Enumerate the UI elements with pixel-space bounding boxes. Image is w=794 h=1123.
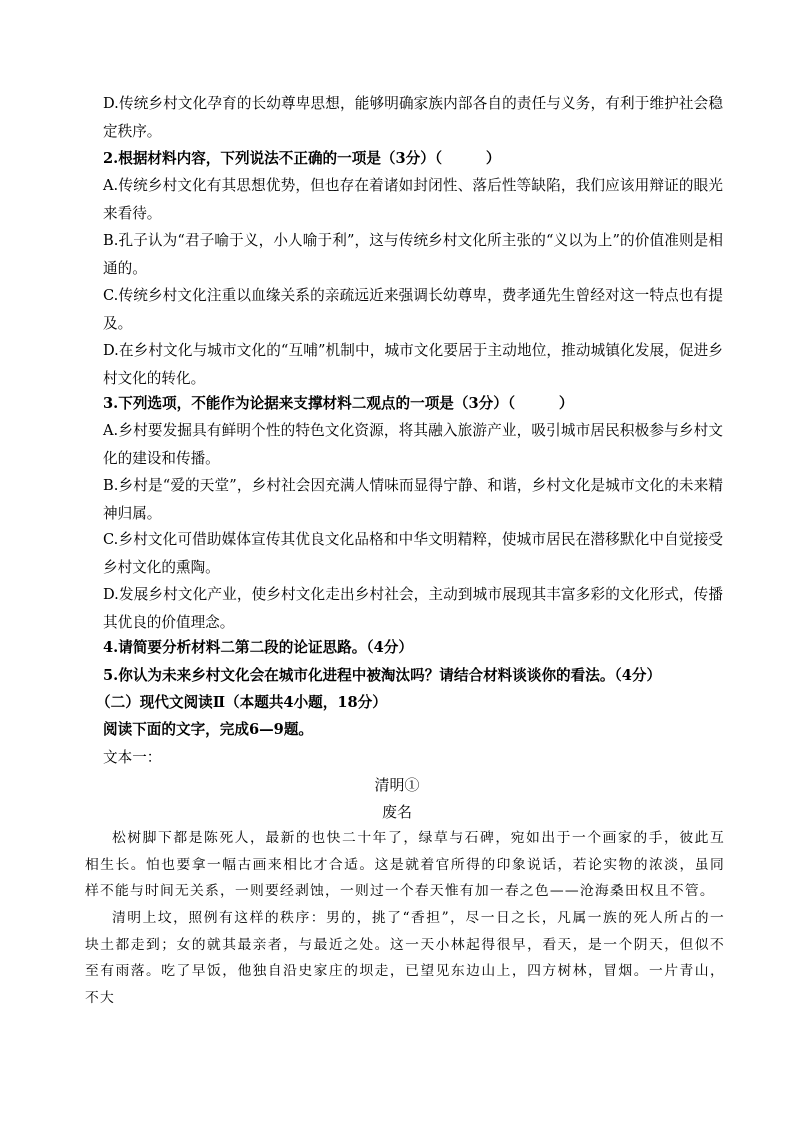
q5-question-text: 5.你认为未来乡村文化会在城市化进程中被淘汰吗？请结合材料谈谈你的看法。（4分） [103,667,662,684]
text-one-label [103,744,723,772]
q3-option-b-text: B.乡村是“爱的天堂”，乡村社会因充满人情味而显得宁静、和谐，乡村文化是城市文化的未来精神归属。 [103,477,723,522]
instructions [103,716,723,744]
q5-question [103,662,723,690]
instructions-text: 阅读下面的文字，完成6—9题。 [103,721,314,738]
q3-option-c [103,526,723,581]
q3-option-c-text: C.乡村文化可借助媒体宣传其优良文化品格和中华文明精粹，使城市居民在潜移默化中自觉接受乡村文化的熏陶。 [103,531,723,576]
section-heading-text: （二）现代文阅读Ⅱ（本题共4小题，18分） [96,694,387,711]
q3-question-text: 3.下列选项，不能作为论据来支撑材料二观点的一项是（3分）（ ） [103,395,574,412]
q3-option-a [103,417,723,472]
q3-option-a-text: A.乡村要发掘具有鲜明个性的特色文化资源，将其融入旅游产业，吸引城市居民积极参与乡村文化的建设和传播。 [103,422,723,467]
section-heading [96,689,716,717]
q1-option-d-text: D.传统乡村文化孕育的长幼尊卑思想，能够明确家族内部各自的责任与义务，有利于维护社会稳定秩序。 [103,95,723,140]
q2-option-c [103,282,723,337]
story-title: 清明① [374,776,420,794]
text-one-label-text: 文本一： [103,749,162,766]
q2-option-a [103,172,723,227]
q4-question [103,634,723,662]
story-paragraph-1: 松树脚下都是陈死人，最新的也快二十年了，绿草与石碑，宛如出于一个画家的手，彼此互相生长。怕也要拿一幅古画来相比才合适。这是就着官所得的印象说话，若论实物的浓淡，虽同样不能与时间无关系，一则要经剥蚀，一则过一个春天惟有加一春之色——沧海桑田权且不管。 [85,830,725,899]
q2-option-d-text: D.在乡村文化与城市文化的“互哺”机制中，城市文化要居于主动地位，推动城镇化发展，促进乡村文化的转化。 [103,342,723,387]
q3-option-d-text: D.发展乡村文化产业，使乡村文化走出乡村社会，主动到城市展现其丰富多彩的文化形式，传播其优良的价值理念。 [103,586,723,631]
q2-question [103,145,723,173]
q2-option-c-text: C.传统乡村文化注重以血缘关系的亲疏远近来强调长幼尊卑，费孝通先生曾经对这一特点也有提及。 [103,287,723,332]
q3-question [103,390,723,418]
q4-question-text: 4.请简要分析材料二第二段的论证思路。（4分） [103,639,413,656]
story-paragraph-2: 清明上坟，照例有这样的秩序：男的，挑了“香担”，尽一日之长，凡属一族的死人所占的一块土都走到；女的就其最亲者，与最近之处。这一天小林起得很早，看天，是一个阴天，但似不至有雨落。吃了早饭，他独自沿史家庄的坝走，已望见东边山上，四方树林，冒烟。一片青山，不大 [85,910,725,1006]
q3-option-d [103,581,723,636]
q2-option-b [103,227,723,282]
q2-option-b-text: B.孔子认为“君子喻于义，小人喻于利”，这与传统乡村文化所主张的“义以为上”的价值准则是相通的。 [103,232,723,277]
story-author: 废名 [381,803,412,821]
q3-option-b [103,472,723,527]
q2-option-a-text: A.传统乡村文化有其思想优势，但也存在着诸如封闭性、落后性等缺陷，我们应该用辩证的眼光来看待。 [103,177,723,222]
q2-option-d [103,337,723,392]
q2-question-text: 2.根据材料内容，下列说法不正确的一项是（3分）（ ） [103,150,501,167]
q1-option-d [103,90,723,145]
